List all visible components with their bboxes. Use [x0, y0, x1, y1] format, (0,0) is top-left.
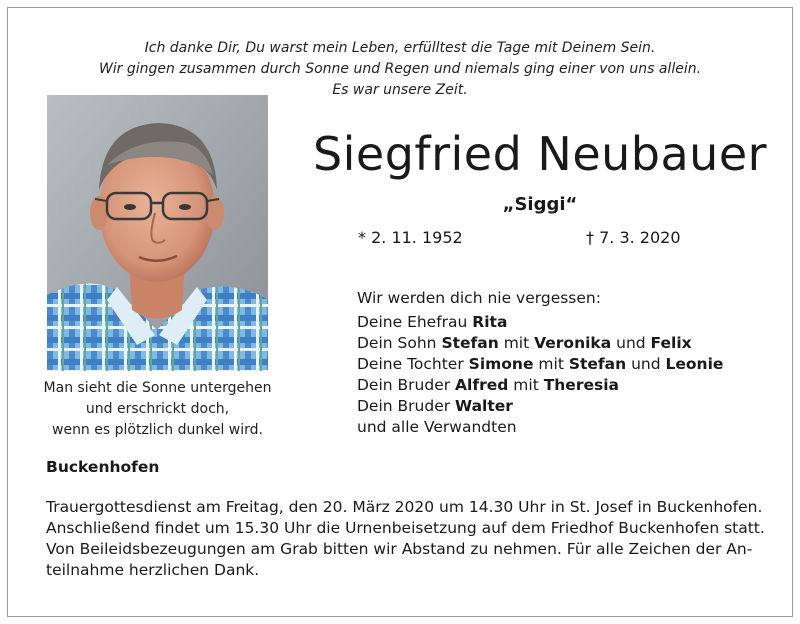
family-member-name: Theresia: [543, 376, 619, 394]
portrait-photo: [47, 95, 268, 371]
caption-line: Man sieht die Sonne untergehen: [43, 380, 272, 396]
family-member-name: Leonie: [665, 355, 724, 373]
family-member-name: Alfred: [455, 376, 509, 394]
info-line: Trauergottesdienst am Freitag, den 20. März 2020 um 14.30 Uhr in St. Josef in Buckenhofen.: [46, 498, 763, 516]
connector-text: mit: [498, 334, 535, 352]
family-member-name: Stefan: [568, 355, 627, 373]
info-line: Von Beileidsbezeugungen am Grab bitten wir Abstand zu nehmen. Für alle Zeichen der An-: [46, 540, 753, 558]
caption-line: und erschrickt doch,: [85, 401, 230, 417]
relation-label: Dein Bruder: [357, 397, 456, 415]
info-line: teilnahme herzlichen Dank.: [46, 561, 260, 579]
place-heading: Buckenhofen: [46, 458, 160, 476]
caption-line: wenn es plötzlich dunkel wird.: [52, 422, 263, 438]
family-member-name: Walter: [455, 397, 513, 415]
family-line: [357, 396, 777, 417]
poem-line: Ich danke Dir, Du warst mein Leben, erfülltest die Tage mit Deinem Sein.: [144, 40, 656, 56]
family-member-name: Stefan: [441, 334, 499, 352]
family-line: [357, 375, 777, 396]
relation-label: Deine Tochter: [357, 355, 469, 373]
family-member-name: Felix: [650, 334, 692, 352]
deceased-name: Siegfried Neubauer: [312, 127, 768, 181]
connector-text: mit: [508, 376, 544, 394]
relation-label: Dein Sohn: [357, 334, 442, 352]
family-member-name: Rita: [472, 313, 508, 331]
family-line: [357, 333, 777, 354]
family-line: [357, 354, 777, 375]
connector-text: mit: [533, 355, 569, 373]
family-list: [357, 288, 777, 438]
poem-line: Es war unsere Zeit.: [332, 82, 468, 98]
connector-text: und: [611, 334, 651, 352]
poem-line: Wir gingen zusammen durch Sonne und Regen und niemals ging einer von uns allein.: [98, 61, 702, 77]
poem: [0, 38, 800, 101]
photo-caption: [40, 378, 275, 441]
relation-label: Deine Ehefrau: [357, 313, 473, 331]
portrait-illustration: [47, 95, 268, 371]
family-member-name: Veronika: [534, 334, 612, 352]
family-line: [357, 312, 777, 333]
death-date: † 7. 3. 2020: [586, 228, 681, 247]
service-info: [46, 497, 765, 581]
relation-label: Dein Bruder: [357, 376, 456, 394]
deceased-nickname: „Siggi“: [502, 194, 578, 215]
info-line: Anschließend findet um 15.30 Uhr die Urnenbeisetzung auf dem Friedhof Buckenhofen statt.: [46, 519, 765, 537]
family-intro: Wir werden dich nie vergessen:: [357, 289, 601, 307]
connector-text: und: [626, 355, 666, 373]
family-closing: und alle Verwandten: [357, 418, 517, 436]
family-member-name: Simone: [468, 355, 534, 373]
birth-date: * 2. 11. 1952: [358, 228, 463, 247]
